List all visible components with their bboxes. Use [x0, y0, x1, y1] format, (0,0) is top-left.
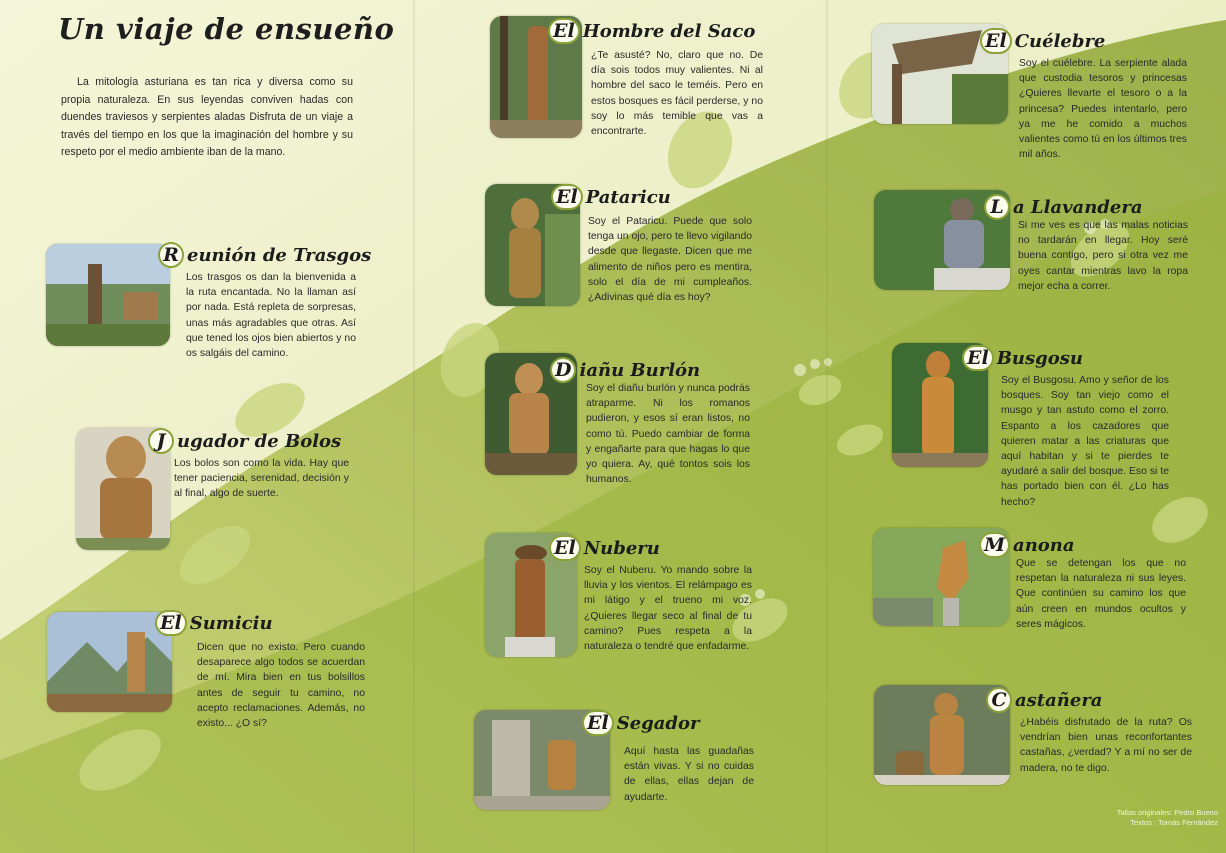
credits-line-2: Textos : Tomás Fernández: [1130, 818, 1218, 827]
entry-title: eunión de Trasgos: [187, 244, 372, 266]
sumiciu-photo: [47, 612, 172, 712]
entry-el-busgosu: [892, 343, 1202, 508]
entry-el-nuberu: [485, 531, 785, 671]
initial-badge: J: [148, 428, 174, 454]
entry-text: Los bolos son como la vida. Hay que tener paciencia, serenidad, decisión y al final, algo de suerte.: [174, 458, 349, 500]
entry-title: ugador de Bolos: [177, 430, 342, 452]
credits-line-1: Tallas originales: Pedro Bueno: [1116, 808, 1218, 817]
initial-badge: C: [986, 687, 1012, 713]
entry-heading: [984, 194, 1142, 220]
entry-heading: [148, 428, 341, 454]
entry-text: Aquí hasta las guadañas están vivas. Y si no cuidas de ellas, ellas dejan de ayudarte.: [624, 746, 754, 803]
initial-badge: R: [158, 242, 184, 268]
entry-castanera: [874, 683, 1194, 793]
entry-text: Soy el Nuberu. Yo mando sobre la lluvia y los vientos. El relámpago es mi látigo y el trueno mi voz. ¿Quieres llegar seco al final de tu camino? Pues respeta a la naturaleza o tendré que enfadarme.: [584, 565, 752, 653]
initial-badge: El: [582, 710, 614, 736]
entry-title: Cuélebre: [1014, 30, 1106, 52]
entry-title: Segador: [616, 712, 700, 734]
page-title: Un viaje de ensueño: [58, 12, 395, 46]
entry-el-pataricu: [485, 182, 785, 312]
initial-badge: D: [550, 357, 576, 383]
entry-jugador-de-bolos: [76, 424, 366, 554]
fold-line-left: [413, 0, 415, 853]
initial-badge: El: [155, 610, 187, 636]
trasgos-photo: [46, 244, 170, 346]
entry-el-sumiciu: [47, 608, 372, 738]
entry-el-segador: [474, 706, 774, 816]
initial-badge: El: [551, 184, 583, 210]
entry-heading: [158, 242, 371, 268]
entry-heading: [551, 184, 671, 210]
entry-title: astañera: [1015, 689, 1103, 711]
entry-heading: [962, 345, 1083, 371]
entry-title: a Llavandera: [1013, 196, 1143, 218]
entry-title: anona: [1013, 534, 1075, 556]
initial-badge: M: [979, 532, 1010, 558]
entry-text: Los trasgos os dan la bienvenida a la ruta encantada. No la llaman así por nada. Está repleta de sorpresas, unas más agradables que otras. Así que tened los ojos bien abiertos y no os salgáis del camino.: [186, 272, 356, 360]
fold-line-right: [826, 0, 828, 853]
entry-title: Busgosu: [996, 347, 1083, 369]
entry-manona: [873, 528, 1193, 638]
entry-text: Soy el Busgosu. Amo y señor de los bosques. Soy tan viejo como el musgo y tan astuto como el zorro. Espanto a los cazadores que quieren matar a las criaturas que aquí habitan y si te pierdes te ayudaré a salir del bosque. Eso si te has portado bien con él. ¿Lo has hecho?: [1001, 375, 1169, 508]
entry-el-cuelebre: [872, 22, 1192, 167]
entry-text: Soy el diañu burlón y nunca podrás atraparme. Ni los romanos pudieron, y esos sí eran listos, no como tú. Puedo cambiar de forma y engañarte para que hagas lo que yo quiera. Ay, qué tontos sois los humanos.: [586, 383, 750, 486]
entry-text: ¿Habéis disfrutado de la ruta? Os vendrían bien unas reconfortantes castañas, ¿verdad? Y a mí no ser de madera, no te digo.: [1020, 717, 1192, 774]
entry-text: ¿Te asusté? No, claro que no. De día sois todos muy valientes. Ni al hombre del saco le teméis. Pero en estos bosques es fácil perderse, y no soy lo más temible que vas a encontrarte.: [591, 50, 763, 138]
entry-text: Soy el Pataricu. Puede que solo tenga un ojo, pero te llevo vigilando desde que llegaste. Dicen que me alimento de niños pero es mentira, solo el día de mi cumpleaños. ¿Adivinas qué día es hoy?: [588, 216, 752, 304]
entry-text: Soy el cuélebre. La serpiente alada que custodia tesoros y princesas ¿Quieres llevarte el tesoro o a la princesa? Puedes intentarlo, pero ya me he comido a muchos valientes como tú en los últimos tres mil años.: [1019, 58, 1187, 161]
entry-title: Sumiciu: [189, 612, 273, 634]
entry-heading: [979, 532, 1075, 558]
entry-heading: [582, 710, 699, 736]
initial-badge: El: [549, 535, 581, 561]
entry-text: Que se detengan los que no respetan la naturaleza ni sus leyes. Que continúen su camino los que aún creen en mundos ocultos y seres mágicos.: [1016, 558, 1186, 630]
entry-heading: [550, 357, 700, 383]
entry-el-hombre-del-saco: [488, 14, 788, 144]
entry-heading: [548, 18, 755, 44]
entry-text: Dicen que no existo. Pero cuando desaparece algo todos se acuerdan de mí. Mira bien en tus bolsillos antes de seguir tu camino, no acepto reclamaciones. Además, no existo... ¿O sí?: [197, 642, 365, 730]
initial-badge: El: [962, 345, 994, 371]
credits: [1117, 808, 1218, 828]
entry-title: Pataricu: [585, 186, 671, 208]
entry-title: Nuberu: [583, 537, 660, 559]
entry-text: Si me ves es que las malas noticias no tardarán en llegar. Hoy seré buena contigo, pero si otra vez me oyes cantar mientras lavo la ropa mejor echa a correr.: [1018, 220, 1188, 292]
entry-heading: [986, 687, 1102, 713]
entry-heading: [549, 535, 660, 561]
entry-la-llavandera: [874, 190, 1194, 300]
initial-badge: El: [548, 18, 580, 44]
entry-title: iañu Burlón: [579, 359, 701, 381]
entry-reunion-de-trasgos: [46, 242, 372, 382]
entry-heading: [980, 28, 1105, 54]
initial-badge: El: [980, 28, 1012, 54]
entry-dianu-burlon: [485, 353, 785, 493]
entry-heading: [155, 610, 273, 636]
entry-title: Hombre del Saco: [582, 20, 756, 42]
initial-badge: L: [984, 194, 1010, 220]
intro-paragraph: La mitología asturiana es tan rica y diversa como su propia naturaleza. En sus leyendas conviven hadas con duendes traviesos y serpientes aladas Disfruta de un viaje a través del tiempo en los que la imaginación del hombre y su respeto por el medio ambiente iban de la mano.: [61, 76, 353, 158]
